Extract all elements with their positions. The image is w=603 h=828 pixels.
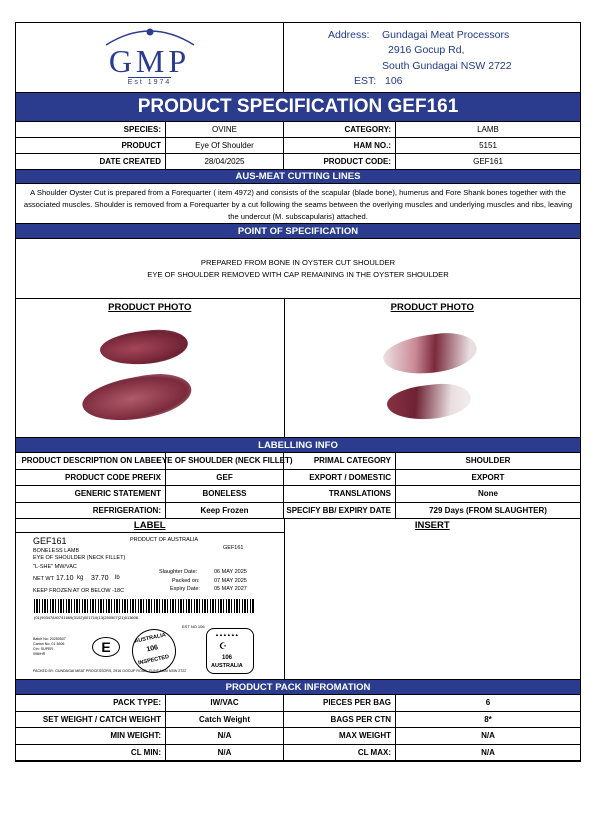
pack-label: BAGS PER CTN — [284, 712, 396, 729]
logo-text: GMP — [108, 43, 191, 79]
address-line2: 2916 Gocup Rd, — [388, 44, 465, 56]
photo-right-panel — [285, 299, 580, 437]
address-block — [284, 23, 580, 92]
label-title: LABEL — [16, 519, 284, 533]
labelling-row — [16, 503, 580, 520]
pack-label: SET WEIGHT / CATCH WEIGHT — [16, 712, 166, 729]
labelling-value: None — [396, 486, 580, 503]
spec-row — [16, 138, 580, 154]
label-code: GEF161 — [33, 536, 67, 546]
label-kg: 17.10 — [56, 575, 74, 582]
pack-info-heading: PRODUCT PACK INFROMATION — [16, 680, 580, 695]
pack-label: PACK TYPE: — [16, 695, 166, 712]
spec-label: PRODUCT — [16, 138, 166, 154]
labelling-label: SPECIFY BB/ EXPIRY DATE — [284, 503, 396, 520]
photo-right-title: PRODUCT PHOTO — [390, 302, 474, 313]
labelling-row — [16, 453, 580, 470]
est-label: EST: — [354, 75, 377, 87]
labelling-label: TRANSLATIONS — [284, 486, 396, 503]
company-logo — [16, 23, 284, 92]
address-label: Address: — [328, 29, 370, 41]
spec-label: PRODUCT CODE: — [284, 154, 396, 170]
est-value: 106 — [385, 75, 403, 87]
pack-value: N/A — [166, 728, 284, 745]
cutting-lines-heading: AUS-MEAT CUTTING LINES — [16, 170, 580, 184]
labelling-row — [16, 470, 580, 487]
labelling-value: BONELESS — [166, 486, 284, 503]
pack-value: N/A — [166, 745, 284, 762]
spec-value: 28/04/2025 — [166, 154, 284, 170]
product-photo-left — [78, 327, 208, 427]
label-panel — [16, 519, 285, 679]
insert-panel — [285, 519, 580, 679]
label-net-wt: NET WT — [33, 576, 54, 582]
label-insert-row — [16, 519, 580, 680]
pos-line1: PREPARED FROM BONE IN OYSTER CUT SHOULDER — [200, 257, 396, 267]
cutting-lines-text: A Shoulder Oyster Cut is prepared from a Forequarter ( item 4972) and consists of the scapular (blade bone), humerus and Fore Shank bones together with the associated muscles. Shoulder is removed from a Forequarter by a cut following the seams between the overlying muscles and underlying muscles and ribs, leaving the undercut (M. subscapularis) attached. — [16, 184, 580, 224]
page-title: PRODUCT SPECIFICATION GEF161 — [16, 93, 580, 122]
pack-value: N/A — [396, 745, 580, 762]
spec-label: DATE CREATED — [16, 154, 166, 170]
spec-label: HAM NO.: — [284, 138, 396, 154]
point-of-spec-heading: POINT OF SPECIFICATION — [16, 224, 580, 239]
logo-est: Est 1974 — [127, 79, 172, 86]
labelling-label: EXPORT / DOMESTIC — [284, 470, 396, 487]
label-code-small: GEF161 — [223, 545, 244, 551]
photo-left-title: PRODUCT PHOTO — [108, 302, 192, 313]
label-batch-info — [33, 637, 66, 657]
labelling-value: 729 Days (FROM SLAUGHTER) — [396, 503, 580, 520]
pack-label: CL MIN: — [16, 745, 166, 762]
pack-label: CL MAX: — [284, 745, 396, 762]
insert-title: INSERT — [414, 520, 450, 531]
label-desc2: EYE OF SHOULDER (NECK FILLET) — [33, 555, 126, 561]
labelling-label: GENERIC STATEMENT — [16, 486, 166, 503]
spec-value: GEF161 — [396, 154, 580, 170]
spec-sheet — [15, 22, 581, 762]
labelling-value: Keep Frozen — [166, 503, 284, 520]
product-label-image — [16, 533, 284, 680]
labelling-value: EXPORT — [396, 470, 580, 487]
label-batch-line: Carton No: 01 3606 — [33, 642, 65, 646]
labelling-table — [16, 453, 580, 519]
pack-table — [16, 695, 580, 761]
spec-value: Eye Of Shoulder — [166, 138, 284, 154]
pack-row — [16, 712, 580, 729]
label-barcode-text: (01)99347840741669(3102)001710(13)250507(21)013606 — [34, 615, 139, 620]
labelling-row — [16, 486, 580, 503]
address-line3: South Gundagai NSW 2722 — [382, 60, 512, 72]
label-packed-by: PACKED BY: GUNDAGAI MEAT PROCESSORS, 2916 GOCUP ROAD, GUNDAGAI NSW 2722 — [33, 669, 187, 673]
label-lb: 37.70 — [91, 575, 109, 582]
label-batch-line: Batch No: 20250507 — [33, 637, 66, 641]
spec-label: SPECIES: — [16, 122, 166, 138]
label-slaughter-label: Slaughter Date: — [159, 569, 198, 575]
pack-value: Catch Weight — [166, 712, 284, 729]
labelling-label: PRODUCT DESCRIPTION ON LABEL — [16, 453, 166, 470]
pack-label: MIN WEIGHT: — [16, 728, 166, 745]
pack-row — [16, 745, 580, 762]
e-mark-icon: E — [92, 637, 120, 657]
spec-value: OVINE — [166, 122, 284, 138]
label-batch-line: Ctn: SUPER — [33, 647, 53, 651]
pack-label: MAX WEIGHT — [284, 728, 396, 745]
photo-left-panel — [16, 299, 285, 437]
label-expiry-date: 05 MAY 2027 — [214, 586, 247, 592]
pack-value: 6 — [396, 695, 580, 712]
label-keep: KEEP FROZEN AT OR BELOW -18C — [33, 588, 125, 594]
labelling-label: REFRIGERATION: — [16, 503, 166, 520]
spec-row — [16, 122, 580, 138]
label-packed-label: Packed on: — [172, 578, 200, 584]
label-est-no: EST NO 106 — [182, 624, 205, 629]
pack-label: PIECES PER BAG — [284, 695, 396, 712]
labelling-label: PRIMAL CATEGORY — [284, 453, 396, 470]
product-photo-right — [377, 327, 507, 427]
spec-row — [16, 154, 580, 170]
address-line1: Gundagai Meat Processors — [382, 29, 510, 41]
pack-value: 8* — [396, 712, 580, 729]
label-expiry-label: Expiry Date: — [170, 586, 200, 592]
labelling-value: EYE OF SHOULDER (NECK FILLET) — [166, 453, 284, 470]
label-batch-line: 098/HR — [33, 652, 46, 656]
pos-line2: EYE OF SHOULDER REMOVED WITH CAP REMAINING IN THE OYSTER SHOULDER — [147, 269, 449, 279]
spec-label: CATEGORY: — [284, 122, 396, 138]
pack-row — [16, 728, 580, 745]
label-lb-unit: lb — [115, 575, 120, 581]
pack-value: IW/VAC — [166, 695, 284, 712]
halal-stamp-icon: ▲▲▲▲▲▲ ☪ 106 AUSTRALIA — [206, 628, 254, 674]
label-packed-date: 07 MAY 2025 — [214, 578, 247, 584]
australia-inspected-stamp-icon: AUSTRALIA 106 INSPECTED — [128, 625, 180, 677]
photo-row — [16, 299, 580, 438]
label-desc1: BONELESS LAMB — [33, 548, 80, 554]
header — [16, 23, 580, 93]
spec-value: LAMB — [396, 122, 580, 138]
labelling-value: GEF — [166, 470, 284, 487]
labelling-value: SHOULDER — [396, 453, 580, 470]
pack-row — [16, 695, 580, 712]
label-slaughter-date: 06 MAY 2025 — [214, 569, 247, 575]
spec-table — [16, 122, 580, 170]
label-barcode — [34, 599, 254, 613]
point-of-spec-box — [16, 239, 580, 299]
labelling-heading: LABELLING INFO — [16, 438, 580, 453]
pack-value: N/A — [396, 728, 580, 745]
spec-value: 5151 — [396, 138, 580, 154]
label-desc3: "L-SHE" MW/VAC — [33, 564, 77, 570]
labelling-label: PRODUCT CODE PREFIX — [16, 470, 166, 487]
label-kg-unit: kg — [77, 575, 84, 581]
label-origin: PRODUCT OF AUSTRALIA — [130, 537, 199, 543]
